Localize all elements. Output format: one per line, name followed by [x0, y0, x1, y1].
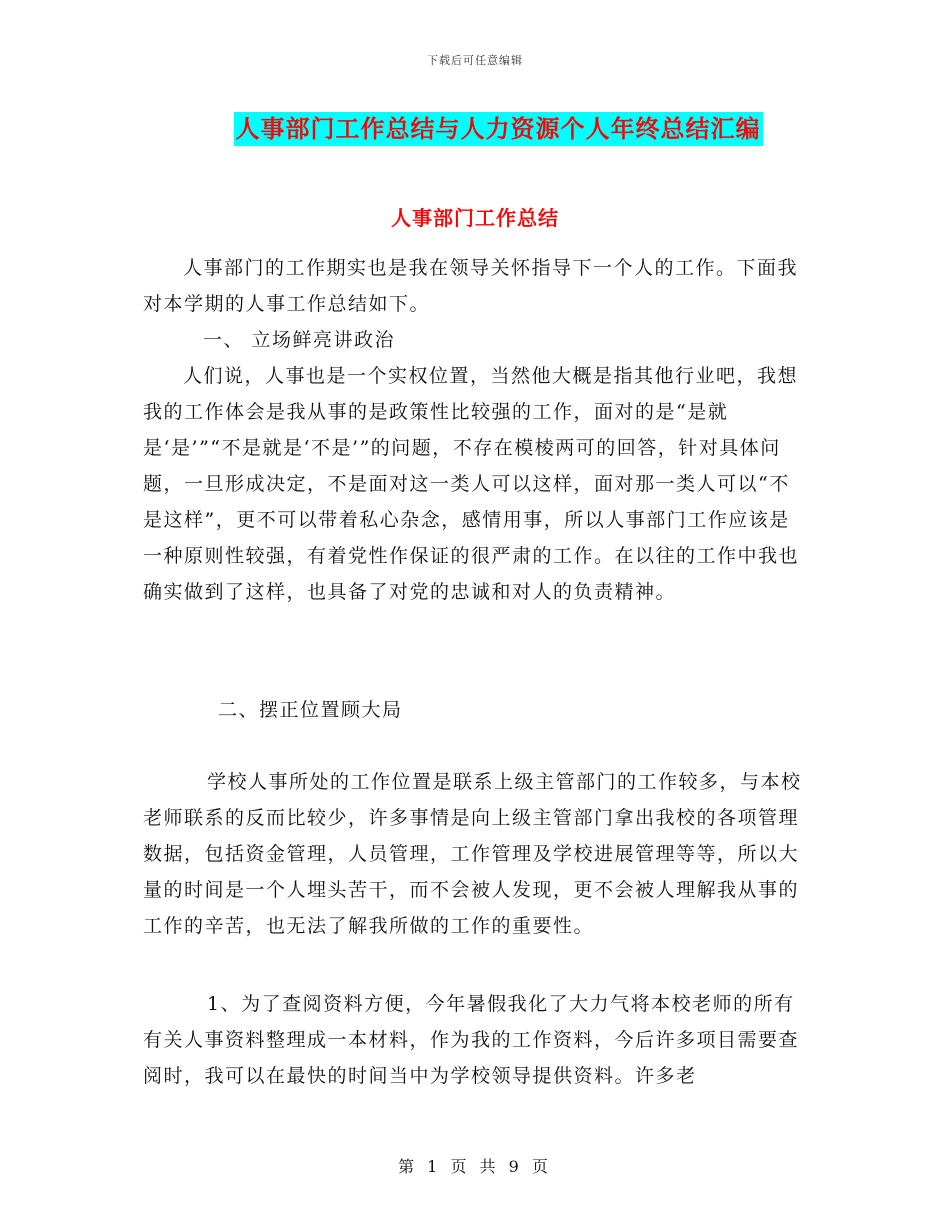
intro-paragraph: [143, 250, 807, 322]
page-footer: 第 1 页 共 9 页: [398, 1157, 552, 1176]
section-title: 人事部门工作总结: [391, 206, 559, 230]
paragraph-3-text: 1、为了查阅资料方便，今年暑假我化了大力气将本校老师的所有有关人事资料整理成一本材料，作为我的工作资料，今后许多项目需要查阅时，我可以在最快的时间当中为学校领导提供资料。许多老: [143, 993, 800, 1087]
paragraph-2: [143, 764, 807, 944]
heading-2-text: 二、摆正位置顾大局: [218, 699, 403, 721]
intro-text: 人事部门的工作期实也是我在领导关怀指导下一个人的工作。下面我对本学期的人事工作总结如下。: [143, 257, 799, 315]
paragraph-1-text: 人们说，人事也是一个实权位置，当然他大概是指其他行业吧，我想我的工作体会是我从事的是政策性比较强的工作，面对的是“是就是‘是’”“不是就是‘不是’”的问题，不存在模棱两可的回答，针对具体问题，一旦形成决定，不是面对这一类人可以这样，面对那一类人可以“不是这样”，更不可以带着私心杂念，感情用事，所以人事部门工作应该是一种原则性较强，有着党性作保证的很严肃的工作。在以往的工作中我也确实做到了这样，也具备了对党的忠诚和对人的负责精神。: [143, 365, 800, 603]
heading-1-text: 一、 立场鲜亮讲政治: [203, 329, 396, 351]
header-note: 下载后可任意编辑: [427, 54, 523, 67]
paragraph-1: [143, 358, 807, 610]
main-title-wrap: [0, 112, 950, 146]
heading-2: [143, 692, 807, 728]
main-title: 人事部门工作总结与人力资源个人年终总结汇编: [234, 112, 763, 146]
heading-1: [143, 322, 807, 358]
paragraph-2-text: 学校人事所处的工作位置是联系上级主管部门的工作较多，与本校老师联系的反而比较少，许多事情是向上级主管部门拿出我校的各项管理数据，包括资金管理，人员管理，工作管理及学校进展管理等等，所以大量的时间是一个人埋头苦干，而不会被人发现，更不会被人理解我从事的工作的辛苦，也无法了解我所做的工作的重要性。: [143, 771, 802, 937]
paragraph-3: [143, 986, 807, 1094]
